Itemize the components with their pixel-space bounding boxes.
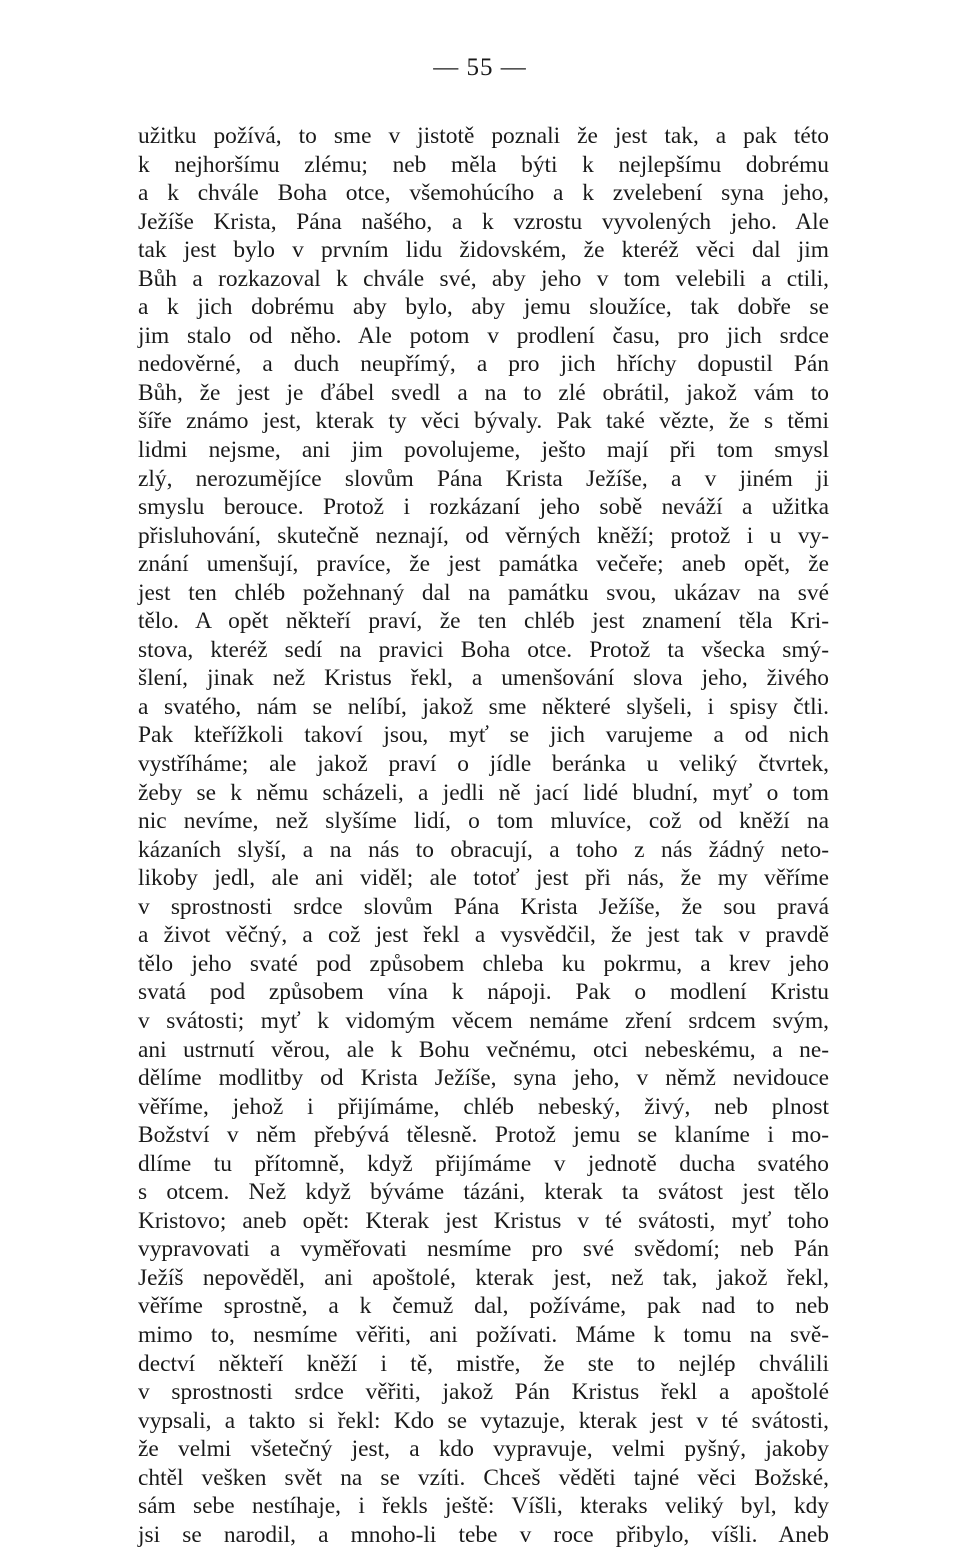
text-line: sám sebe nestíhaje, i řekls ještě: Víšli, kteraks veliký byl, kdy xyxy=(138,1493,829,1520)
text-line: chtěl vešken svět na se vzíti. Chceš věděti tajné věci Božské, xyxy=(138,1464,829,1491)
text-line: v svátosti; myť k vidomým věcem nemáme zření srdcem svým, xyxy=(138,1007,829,1034)
body-text xyxy=(138,122,829,1549)
text-line: k nejhoršímu zlému; neb měla býti k nejlepšímu dobrému xyxy=(138,151,829,178)
text-line: šlení, jinak než Kristus řekl, a umenšování slova jeho, živého xyxy=(138,665,829,692)
text-line: nedověrné, a duch neupřímý, a pro jich hříchy dopustil Pán xyxy=(138,351,829,378)
text-line: v sprostnosti srdce slovům Pána Krista Ježíše, že sou pravá xyxy=(138,893,829,920)
text-line: vystříháme; ale jakož praví o jídle beránka u veliký čtvrtek, xyxy=(138,751,829,778)
text-line: jim stalo od něho. Ale potom v prodlení času, pro jich srdce xyxy=(138,322,829,349)
text-line: smyslu berouce. Protož i rozkázaní jeho sobě neváží a užitka xyxy=(138,494,829,521)
text-line: v sprostnosti srdce věřiti, jakož Pán Kristus řekl a apoštolé xyxy=(138,1379,829,1406)
text-line: šíře známo jest, kterak ty věci bývaly. Pak také vězte, že s těmi xyxy=(138,408,829,435)
text-line: nic nevíme, než slyšíme lidí, o tom mluvíce, což od kněží na xyxy=(138,808,829,835)
text-line: a život věčný, a což jest řekl a vysvědčil, že jest tak v pravdě xyxy=(138,922,829,949)
text-line: dectví někteří kněží i tě, mistře, že ste to nejlép chválili xyxy=(138,1350,829,1377)
text-line: Kristovo; aneb opět: Kterak jest Kristus v té svátosti, myť toho xyxy=(138,1207,829,1234)
text-line: stova, kteréž sedí na pravici Boha otce. Protož ta všecka smý- xyxy=(138,636,829,663)
text-line: přisluhování, skutečně neznají, od věrných kněží; protož i u vy- xyxy=(138,522,829,549)
text-line: Bůh a rozkazoval k chvále své, aby jeho v tom velebili a ctili, xyxy=(138,265,829,292)
text-line: věříme, jehož i přijímáme, chléb nebeský, živý, neb plnost xyxy=(138,1093,829,1120)
text-line: a svatého, nám se nelíbí, jakož sme některé slyšeli, i spisy čtli. xyxy=(138,693,829,720)
text-line: znání umenšují, pravíce, že jest památka večeře; aneb opět, že xyxy=(138,551,829,578)
text-line: tělo jeho svaté pod způsobem chleba ku pokrmu, a krev jeho xyxy=(138,950,829,977)
text-line: vypsali, a takto si řekl: Kdo se vytazuje, kterak jest v té svátosti, xyxy=(138,1407,829,1434)
text-line: tak jest bylo v prvním lidu židovském, že kteréž věci dal jim xyxy=(138,237,829,264)
text-line: Pak kteřížkoli takoví jsou, myť se jich varujeme a od nich xyxy=(138,722,829,749)
text-line: likoby jedl, ale ani viděl; ale totoť jest při nás, že my věříme xyxy=(138,865,829,892)
text-line: jsi se narodil, a mnoho-li tebe v roce přibylo, víšli. Aneb xyxy=(138,1521,829,1548)
text-line: dlíme tu přítomně, když přijímáme v jednotě ducha svatého xyxy=(138,1150,829,1177)
text-line: svatá pod způsobem vína k nápoji. Pak o modlení Kristu xyxy=(138,979,829,1006)
text-line: že velmi všetečný jest, a kdo vypravuje, velmi pyšný, jakoby xyxy=(138,1436,829,1463)
text-line: mimo to, nesmíme věřiti, ani požívati. Máme k tomu na svě- xyxy=(138,1321,829,1348)
text-line: vypravovati a vyměřovati nesmíme pro své svědomí; neb Pán xyxy=(138,1236,829,1263)
text-line: ani ustrnutí věrou, ale k Bohu večnému, otci nebeskému, a ne- xyxy=(138,1036,829,1063)
text-line: s otcem. Než když býváme tázáni, kterak ta svátost jest tělo xyxy=(138,1179,829,1206)
text-line: zlý, nerozumějíce slovům Pána Krista Ježíše, a v jiném ji xyxy=(138,465,829,492)
text-line: užitku požívá, to sme v jistotě poznali že jest tak, a pak této xyxy=(138,123,829,149)
text-line: žeby se k němu scházeli, a jedli ně jací lidé bludní, myť o tom xyxy=(138,779,829,806)
text-line: Ježíše Krista, Pána našého, a k vzrostu vyvolených jeho. Ale xyxy=(138,208,829,235)
text-line: lidmi nejsme, ani jim povolujeme, ješto mají při tom smysl xyxy=(138,437,829,464)
text-line: Božství v něm přebývá tělesně. Protož jemu se klaníme i mo- xyxy=(138,1122,829,1149)
text-line: dělíme modlitby od Krista Ježíše, syna jeho, v němž nevidouce xyxy=(138,1065,829,1092)
text-line: jest ten chléb požehnaný dal na památku svou, ukázav na své xyxy=(138,579,829,606)
text-line: a k chvále Boha otce, všemohúcího a k zvelebení syna jeho, xyxy=(138,180,829,207)
text-line: tělo. A opět někteří praví, že ten chléb jest znamení těla Kri- xyxy=(138,608,829,635)
text-line: věříme sprostně, a k čemuž dal, požíváme, pak nad to neb xyxy=(138,1293,829,1320)
text-line: Bůh, že jest je ďábel svedl a na to zlé obrátil, jakož vám to xyxy=(138,379,829,406)
text-line: kázaních slyší, a na nás to obracují, a toho z nás žádný neto- xyxy=(138,836,829,863)
text-line: a k jich dobrému aby bylo, aby jemu sloužíce, tak dobře se xyxy=(138,294,829,321)
text-line: Ježíš nepověděl, ani apoštolé, kterak jest, než tak, jakož řekl, xyxy=(138,1264,829,1291)
page-number: — 55 — xyxy=(433,54,527,81)
